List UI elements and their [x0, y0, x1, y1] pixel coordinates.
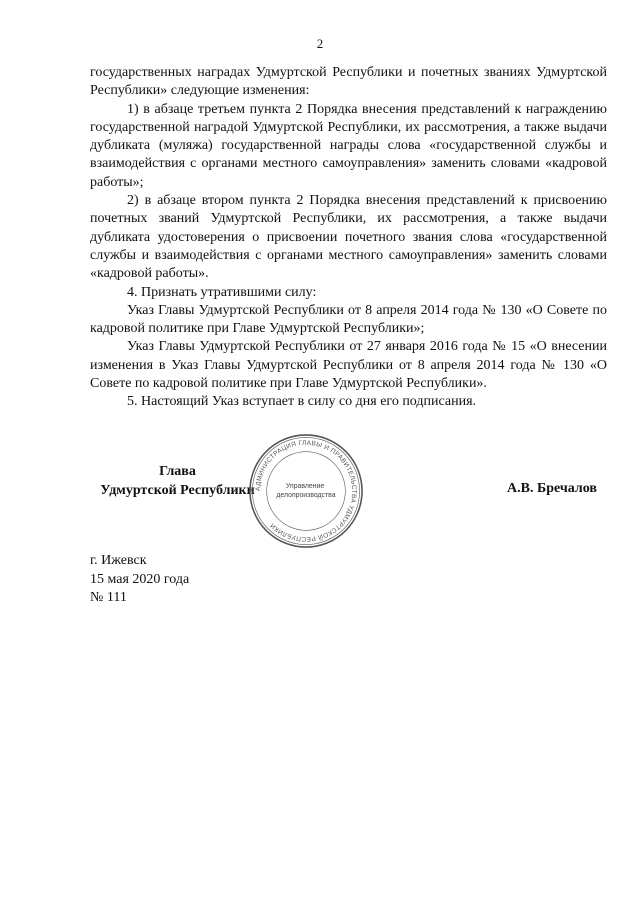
date-of-signing: 15 мая 2020 года [90, 571, 190, 587]
decree-number: № 111 [90, 590, 127, 605]
paragraph-item-1: 1) в абзаце третьем пункта 2 Порядка внесения представлений к награждению государственной наградой Удмуртской Республики, их рассмотрения, а также выдачи дубликата (муляжа) государственной награды слова «государственной службы и взаимодействия с органами местного самоуправления» заменить словами «кадровой работы»; [90, 101, 607, 190]
seal-inner-text: Управление делопроизводства [276, 483, 336, 499]
signatory-name: А.В. Бречалов [507, 481, 597, 496]
seal-outer-text: АДМИНИСТРАЦИЯ ГЛАВЫ И ПРАВИТЕЛЬСТВА УДМУРТСКОЙ РЕСПУБЛИКИ [254, 439, 358, 543]
signatory-title-line1: Глава [159, 464, 196, 479]
decree-body [90, 64, 607, 412]
document-footer [90, 552, 189, 608]
paragraph-clause-4: 4. Признать утратившими силу: [127, 284, 317, 300]
official-seal-stamp [247, 432, 365, 550]
paragraph-continuation: государственных наградах Удмуртской Республики и почетных званиях Удмуртской Республики» следующие изменения: [90, 65, 607, 99]
place-of-signing: г. Ижевск [90, 553, 147, 568]
page-number: 2 [316, 36, 324, 51]
paragraph-repealed-decree-1: Указ Главы Удмуртской Республики от 8 апреля 2014 года № 130 «О Совете по кадровой политике при Главе Удмуртской Республики»; [90, 302, 607, 337]
paragraph-repealed-decree-2: Указ Главы Удмуртской Республики от 27 января 2016 года № 15 «О внесении изменения в Указ Главы Удмуртской Республики от 8 апреля 2014 года № 130 «О Совете по кадровой политике при Главе Удмуртской Республики». [90, 339, 607, 392]
paragraph-clause-5: 5. Настоящий Указ вступает в силу со дня его подписания. [127, 394, 477, 410]
signatory-title-line2: Удмуртской Республики [100, 482, 255, 498]
paragraph-item-2: 2) в абзаце втором пункта 2 Порядка внесения представлений к присвоению почетных званий Удмуртской Республики, их рассмотрения, а также выдачи дубликата удостоверения о присвоении почетного звания слова «государственной службы и взаимодействия с органами местного самоуправления» заменить словами «кадровой работы». [90, 193, 607, 282]
signatory-title [90, 463, 265, 500]
